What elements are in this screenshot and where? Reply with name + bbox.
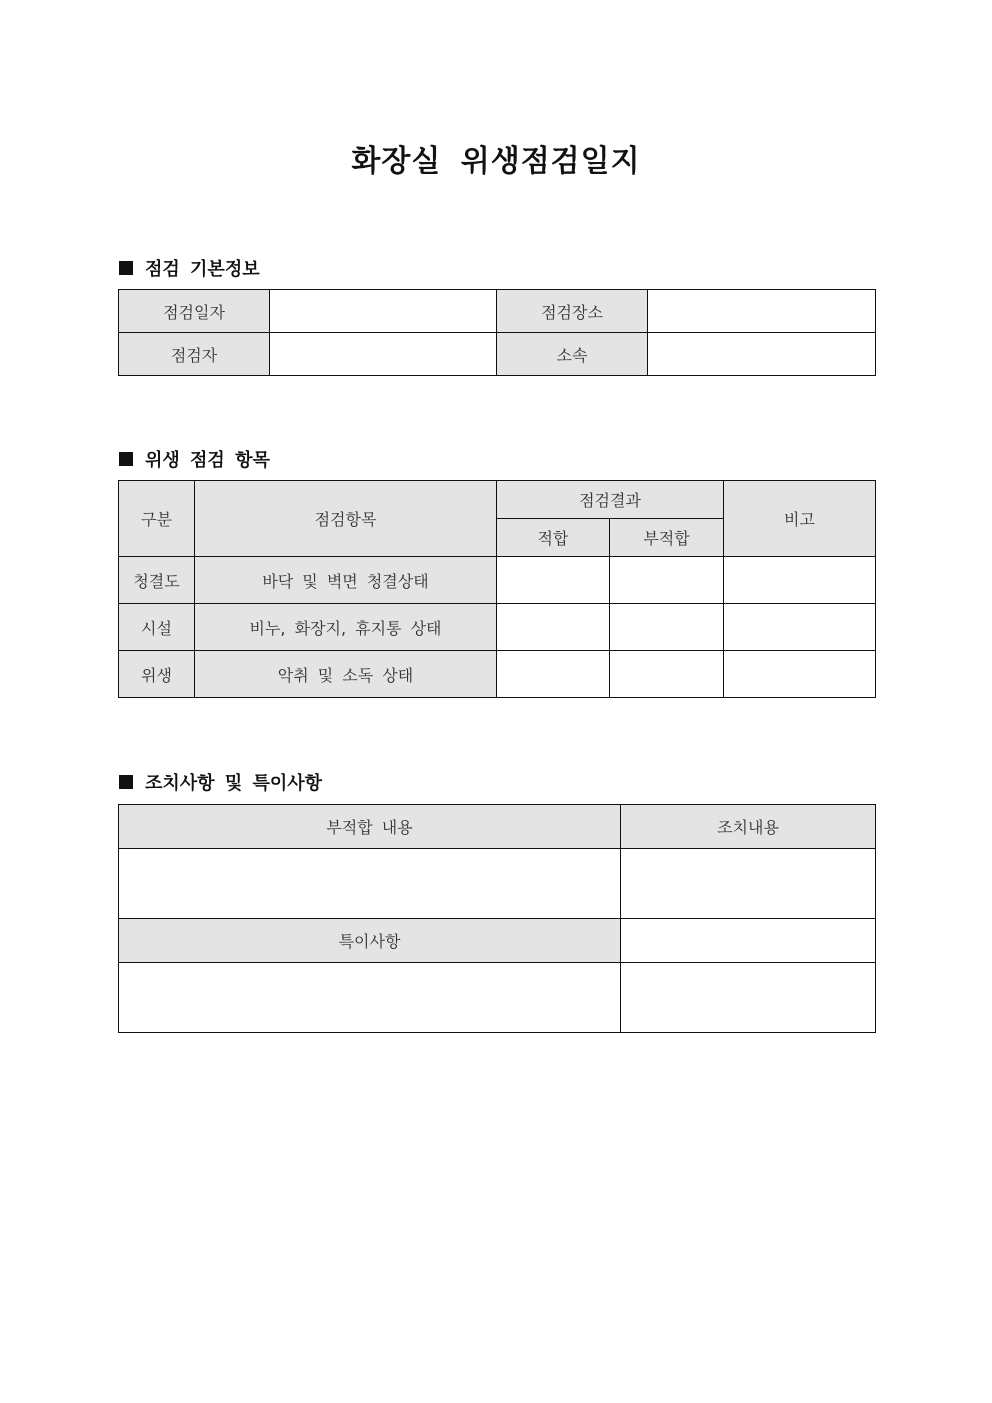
fail-cell[interactable] <box>610 557 724 604</box>
section-heading-actions <box>119 769 322 795</box>
remarks-cell[interactable] <box>724 557 876 604</box>
actions-table <box>118 804 876 1033</box>
table-row <box>119 290 876 333</box>
row-item: 비누, 화장지, 휴지통 상태 <box>195 604 497 651</box>
row-category: 청결도 <box>119 557 195 604</box>
section-heading-label: 조치사항 및 특이사항 <box>145 773 323 794</box>
row-item: 바닥 및 벽면 청결상태 <box>195 557 497 604</box>
pass-cell[interactable] <box>497 651 610 698</box>
hygiene-items-table <box>118 480 876 698</box>
table-row <box>119 651 876 698</box>
section-heading-label: 점검 기본정보 <box>145 259 260 280</box>
nonconformity-field[interactable] <box>119 849 621 919</box>
basic-info-table <box>118 289 876 376</box>
inspection-location-field[interactable] <box>648 290 876 333</box>
remarks-cell[interactable] <box>724 651 876 698</box>
document-title: 화장실 위생점검일지 <box>351 144 641 179</box>
table-header-row <box>119 481 876 519</box>
table-row <box>119 963 876 1033</box>
header-remarks: 비고 <box>724 481 876 557</box>
table-row <box>119 333 876 376</box>
pass-cell[interactable] <box>497 604 610 651</box>
fail-cell[interactable] <box>610 604 724 651</box>
table-row <box>119 604 876 651</box>
inspection-date-field[interactable] <box>270 290 497 333</box>
label-affiliation: 소속 <box>497 333 648 376</box>
header-special-notes: 특이사항 <box>119 919 621 963</box>
label-inspector: 점검자 <box>119 333 270 376</box>
remarks-cell[interactable] <box>724 604 876 651</box>
header-pass: 적합 <box>497 519 610 557</box>
header-nonconformity: 부적합 내용 <box>119 805 621 849</box>
action-field[interactable] <box>621 849 876 919</box>
header-result: 점검결과 <box>497 481 724 519</box>
label-inspection-date: 점검일자 <box>119 290 270 333</box>
special-notes-right-field[interactable] <box>621 919 876 963</box>
header-fail: 부적합 <box>610 519 724 557</box>
row-item: 악취 및 소독 상태 <box>195 651 497 698</box>
row-category: 시설 <box>119 604 195 651</box>
section-heading-label: 위생 점검 항목 <box>145 450 270 471</box>
header-action: 조치내용 <box>621 805 876 849</box>
fail-cell[interactable] <box>610 651 724 698</box>
pass-cell[interactable] <box>497 557 610 604</box>
square-bullet-icon <box>119 775 133 789</box>
table-row <box>119 849 876 919</box>
row-category: 위생 <box>119 651 195 698</box>
affiliation-field[interactable] <box>648 333 876 376</box>
square-bullet-icon <box>119 452 133 466</box>
table-header-row <box>119 805 876 849</box>
header-item: 점검항목 <box>195 481 497 557</box>
section-heading-hygiene-items <box>119 446 270 472</box>
table-header-row <box>119 919 876 963</box>
special-notes-field[interactable] <box>119 963 621 1033</box>
table-row <box>119 557 876 604</box>
special-notes-extra-field[interactable] <box>621 963 876 1033</box>
label-inspection-location: 점검장소 <box>497 290 648 333</box>
header-category: 구분 <box>119 481 195 557</box>
inspector-field[interactable] <box>270 333 497 376</box>
section-heading-basic-info <box>119 255 260 281</box>
square-bullet-icon <box>119 261 133 275</box>
